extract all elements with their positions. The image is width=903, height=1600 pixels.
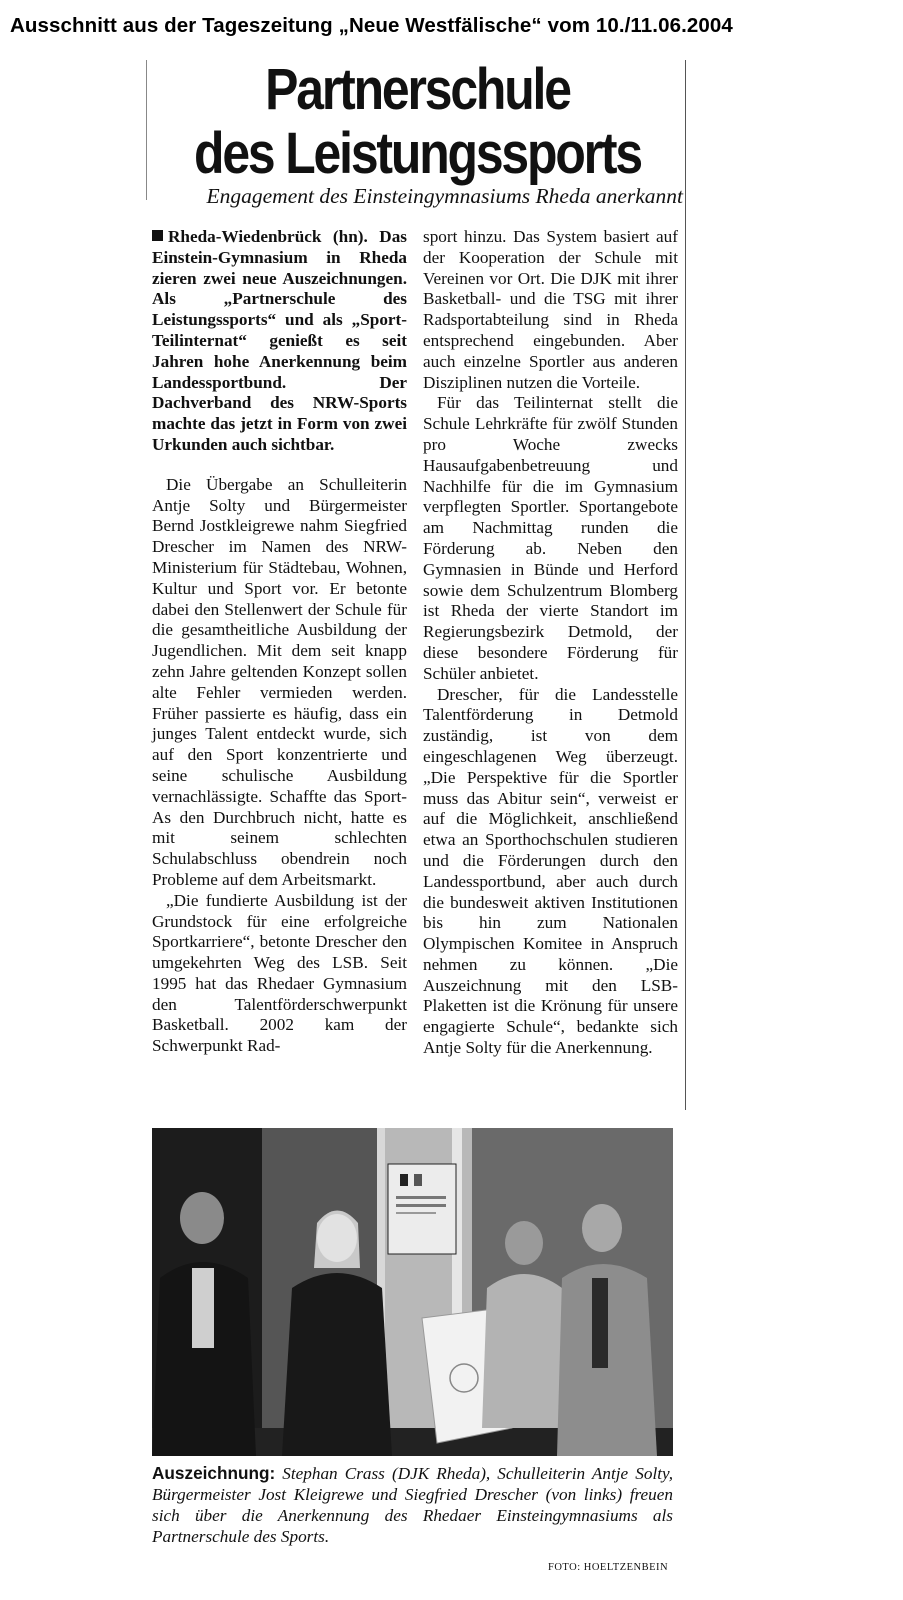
headline	[187, 58, 647, 186]
photo-credit: FOTO: HOELTZENBEIN	[548, 1562, 669, 1573]
source-line: Ausschnitt aus der Tageszeitung „Neue Westfälische“ vom 10./11.06.2004	[10, 14, 733, 37]
lead-text: Rheda-Wiedenbrück (hn). Das Einstein-Gymnasium in Rheda zieren zwei neue Auszeichnungen. Als „Partnerschule des Leistungssports“ und als „Sport-Teilinternat“ genießt es seit Jahren hohe Anerkennung beim Landessportbund. Der Dachverband des NRW-Sports machte das jetzt in Form von zwei Urkunden auch sichtbar.	[152, 227, 407, 454]
column-rule	[685, 60, 686, 1110]
column-rule-left	[146, 60, 147, 200]
headline-line-2: des Leistungssports	[194, 121, 641, 186]
body-paragraph: sport hinzu. Das System basiert auf der Kooperation der Schule mit Vereinen vor Ort. Die DJK mit ihrer Basketball- und die TSG mit ihrer Radsportabteilung sind in Rheda entsprechend eingebunden. Aber auch einzelne Sportler aus anderen Disziplinen nutzen die Vorteile.	[423, 227, 678, 392]
caption-text: Stephan Crass (DJK Rheda), Schulleiterin Antje Solty, Bürgermeister Jost Kleigrewe und Siegfried Drescher (von links) freuen sich über die Anerkennung des Rhedaer Einsteingymnasiums als Partnerschule des Sports.	[152, 1464, 673, 1546]
lead-paragraph	[152, 227, 407, 456]
photo-caption	[152, 1463, 673, 1547]
body-paragraph: „Die fundierte Ausbildung ist der Grundstock für eine erfolgreiche Sportkarriere“, betonte Drescher den umgekehrten Weg des LSB. Seit 1995 hat das Rhedaer Gymnasium den Talentförderschwerpunkt Basketball. 2002 kam der Schwerpunkt Rad-	[152, 890, 407, 1056]
body-paragraph: Drescher, für die Landesstelle Talentförderung in Detmold zuständig, ist von dem eingeschlagenen Weg überzeugt. „Die Perspektive für die Sportler muss das Abitur sein“, verweist er auf die Möglichkeit, anschließend etwa an Sporthochschulen studieren und die Förderungen durch den Landessportbund, aber auch durch die bundesweit aktiven Institutionen bis hin zum Nationalen Olympischen Komitee in Anspruch nehmen zu können. „Die Auszeichnung mit den LSB-Plaketten ist die Krönung für unsere engagierte Schule“, bedankte sich Antje Solty für die Anerkennung.	[423, 684, 678, 1058]
body-paragraph: Die Übergabe an Schulleiterin Antje Solty und Bürgermeister Bernd Jostkleigrewe nahm Siegfried Drescher im Namen des NRW-Ministerium für Städtebau, Wohnen, Kultur und Sport vor. Er betonte dabei den Stellenwert der Schule für die gesamtheitliche Ausbildung der Jugendlichen. Mit dem seit knapp zehn Jahre geltenden Konzept sollen alte Fehler vermieden werden. Früher passierte es häufig, dass ein junges Talent entdeckt wurde, sich auf den Sport konzentrierte und seine schulische Ausbildung vernachlässigte. Schaffte das Sport-As den Durchbruch nicht, hatte es mit seinem schlechten Schulabschluss obendrein noch Probleme auf dem Arbeitsmarkt.	[152, 474, 407, 889]
article-column-left	[152, 227, 407, 1057]
subheadline: Engagement des Einsteingymnasiums Rheda anerkannt	[206, 184, 683, 208]
article-photo	[152, 1128, 673, 1456]
headline-line-1: Partnerschule	[265, 57, 570, 122]
caption-label: Auszeichnung:	[152, 1463, 276, 1483]
body-paragraph: Für das Teilinternat stellt die Schule Lehrkräfte für zwölf Stunden pro Woche zwecks Hausaufgabenbetreuung und Nachhilfe für die im Gymnasium verpflegten Sportler. Sportangebote am Nachmittag runden die Förderung ab. Neben den Gymnasien in Bünde und Herford sowie dem Schulzentrum Blomberg ist Rheda der vierte Standort im Regierungsbezirk Detmold, der diese besondere Förderung für Schüler anbietet.	[423, 393, 678, 683]
bullet-square-icon	[152, 230, 163, 241]
article-column-right	[423, 227, 678, 1059]
